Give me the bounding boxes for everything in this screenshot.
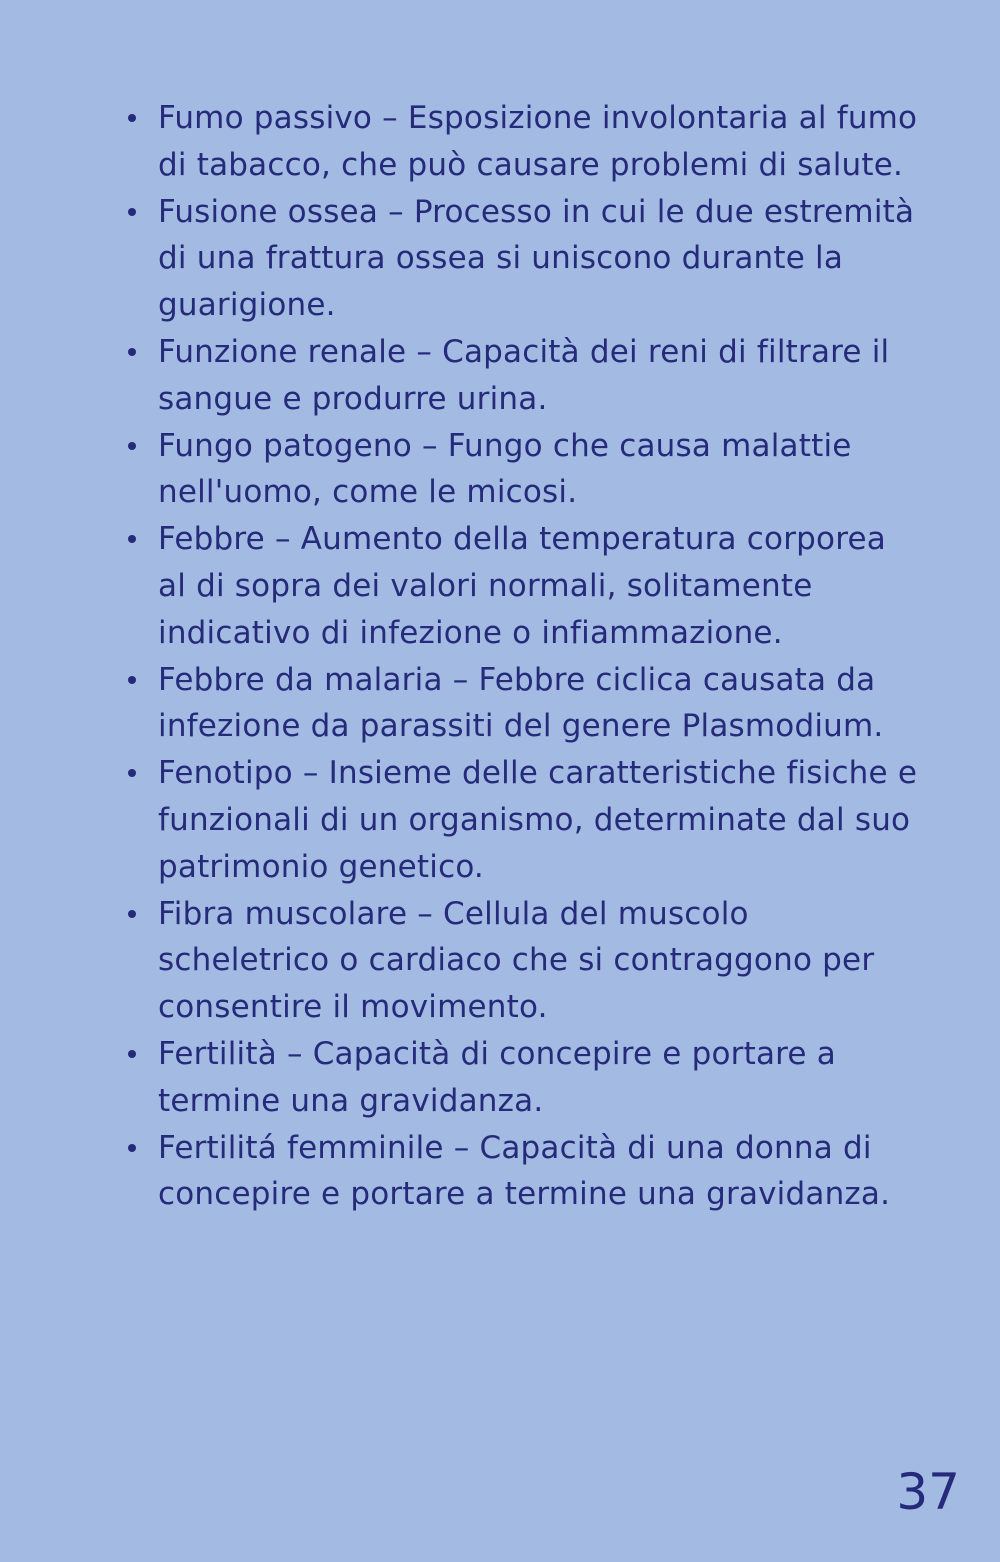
bullet-icon [128,535,136,543]
glossary-entry-text: Fusione ossea – Processo in cui le due estremità di una frattura ossea si uniscono durante la guarigione. [158,193,915,324]
glossary-entry-text: Fenotipo – Insieme delle caratteristiche fisiche e funzionali di un organismo, determinate dal suo patrimonio genetico. [158,755,918,885]
bullet-icon [128,910,136,918]
glossary-entry [158,891,918,1031]
bullet-icon [128,348,136,356]
glossary-entry [158,1031,918,1125]
glossary-entry-text: Fibra muscolare – Cellula del muscolo scheletrico o cardiaco che si contraggono per consentire il movimento. [158,895,875,1026]
bullet-icon [128,769,136,777]
bullet-icon [128,676,136,684]
glossary-entry-text: Febbre da malaria – Febbre ciclica causata da infezione da parassiti del genere Plasmodium. [158,661,884,745]
glossary-entry [158,516,918,656]
glossary-entry-text: Funzione renale – Capacità dei reni di filtrare il sangue e produrre urina. [158,333,890,417]
glossary-list [158,95,918,1218]
glossary-entry [158,329,918,423]
glossary-entry [158,1125,918,1219]
bullet-icon [128,114,136,122]
glossary-entry-text: Fumo passivo – Esposizione involontaria al fumo di tabacco, che può causare problemi di salute. [158,100,918,183]
glossary-entry-text: Febbre – Aumento della temperatura corporea al di sopra dei valori normali, solitamente indicativo di infezione o infiammazione. [158,521,886,651]
page-number: 37 [896,1463,960,1521]
glossary-entry-text: Fertilitá femminile – Capacità di una donna di concepire e portare a termine una gravidanza. [158,1129,891,1213]
bullet-icon [128,442,136,450]
bullet-icon [128,1144,136,1152]
glossary-entry [158,189,918,329]
glossary-entry [158,750,918,890]
glossary-entry [158,423,918,517]
glossary-entry [158,95,918,189]
glossary-entry-text: Fertilità – Capacità di concepire e portare a termine una gravidanza. [158,1035,836,1119]
bullet-icon [128,208,136,216]
bullet-icon [128,1050,136,1058]
glossary-entry [158,657,918,751]
glossary-entry-text: Fungo patogeno – Fungo che causa malattie nell'uomo, come le micosi. [158,427,852,511]
